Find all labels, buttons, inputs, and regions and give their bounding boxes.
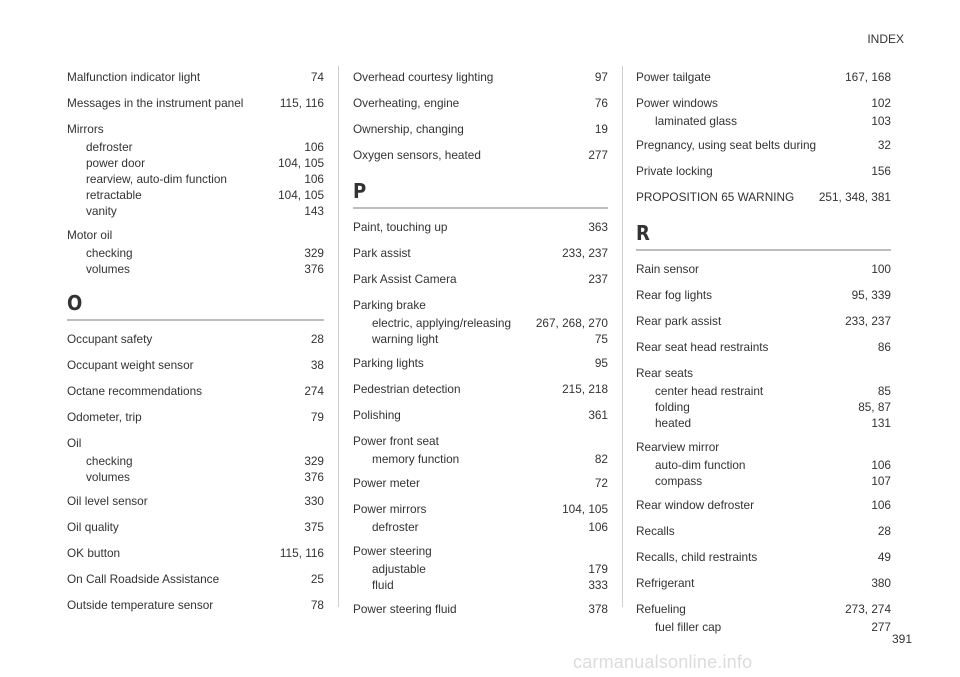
entry-pages: 25: [310, 572, 324, 586]
index-entry-row: [636, 549, 891, 567]
index-column-1: [67, 69, 324, 623]
index-entry: [636, 601, 891, 635]
index-entry-row: [67, 571, 324, 589]
entry-term: Park assist: [353, 246, 411, 260]
entry-term: Power tailgate: [636, 70, 711, 84]
index-entry: [636, 163, 891, 181]
index-entry: [353, 95, 608, 113]
subentry-pages: 277: [871, 620, 891, 634]
subentry-term: heated: [655, 416, 692, 430]
index-entry: [67, 519, 324, 537]
entry-term: Recalls, child restraints: [636, 550, 758, 564]
index-entry-row: [353, 121, 608, 139]
index-entry: [636, 261, 891, 279]
entry-term: On Call Roadside Assistance: [67, 572, 220, 586]
index-entry-row: [636, 439, 891, 457]
entry-term: Park Assist Camera: [353, 272, 457, 286]
entry-term: Polishing: [353, 408, 401, 422]
index-entry-row: [636, 69, 891, 87]
entry-term: Octane recommendations: [67, 384, 203, 398]
entry-term: Occupant weight sensor: [67, 358, 194, 372]
index-entry: [67, 383, 324, 401]
subentry-term: electric, applying/releasing: [372, 316, 512, 330]
entry-pages: 78: [310, 598, 324, 612]
watermark: carmanualsonline.info: [573, 652, 753, 672]
index-entry: [353, 475, 608, 493]
entry-pages: 76: [594, 96, 608, 110]
entry-pages: 237: [588, 272, 608, 286]
index-entry-row: [353, 219, 608, 237]
entry-pages: 32: [877, 138, 891, 152]
subentry-term: warning light: [372, 332, 439, 346]
index-entry: [67, 493, 324, 511]
subentry-pages: 75: [594, 332, 608, 346]
index-entry-row: [636, 287, 891, 305]
index-entry: [636, 69, 891, 87]
page-number: 391: [891, 632, 912, 646]
entry-term: Occupant safety: [67, 332, 153, 346]
index-subentry-row: [67, 245, 324, 261]
entry-pages: 251, 348, 381: [818, 190, 891, 204]
index-entry-row: [353, 407, 608, 425]
index-entry: [353, 69, 608, 87]
index-entry: [67, 571, 324, 589]
index-entry-row: [636, 137, 891, 155]
entry-term: Messages in the instrument panel: [67, 96, 244, 110]
subentry-term: folding: [655, 400, 690, 414]
subentry-term: checking: [86, 454, 133, 468]
entry-pages: 156: [871, 164, 891, 178]
section-letter: R: [636, 221, 650, 245]
section-divider: [67, 319, 324, 321]
index-entry-row: [353, 95, 608, 113]
entry-pages: 74: [310, 70, 324, 84]
index-subentry-row: [636, 113, 891, 129]
index-entry-row: [636, 523, 891, 541]
index-entry-row: [67, 69, 324, 87]
index-entry-row: [67, 121, 324, 139]
entry-pages: 115, 116: [279, 96, 324, 110]
entry-term: Malfunction indicator light: [67, 70, 201, 84]
entry-pages: 167, 168: [845, 70, 891, 84]
index-subentry-row: [67, 453, 324, 469]
index-entry: [67, 409, 324, 427]
index-entry: [353, 271, 608, 289]
index-entry-row: [67, 519, 324, 537]
entry-pages: 363: [588, 220, 608, 234]
section-divider: [636, 249, 891, 251]
entry-pages: 72: [594, 476, 608, 490]
entry-term: Refueling: [636, 602, 686, 616]
index-entry-row: [353, 355, 608, 373]
entry-term: Oil level sensor: [67, 494, 148, 508]
index-entry: [353, 501, 608, 535]
entry-pages: 378: [588, 602, 608, 616]
subentry-term: volumes: [86, 470, 130, 484]
subentry-pages: 103: [871, 114, 891, 128]
index-entry-row: [353, 297, 608, 315]
entry-pages: 233, 237: [845, 314, 891, 328]
entry-term: Rear fog lights: [636, 288, 713, 302]
subentry-term: adjustable: [372, 562, 426, 576]
index-entry: [353, 601, 608, 619]
section-letter: P: [353, 179, 367, 203]
entry-term: Mirrors: [67, 122, 104, 136]
entry-pages: 28: [877, 524, 891, 538]
index-entry-row: [636, 339, 891, 357]
index-entry: [67, 597, 324, 615]
subentry-term: defroster: [372, 520, 419, 534]
entry-term: Refrigerant: [636, 576, 695, 590]
entry-pages: 19: [594, 122, 608, 136]
index-entry: [636, 313, 891, 331]
index-entry: [636, 189, 891, 207]
subentry-term: retractable: [86, 188, 142, 202]
index-subentry-row: [353, 561, 608, 577]
subentry-pages: 85: [877, 384, 891, 398]
entry-term: Parking lights: [353, 356, 424, 370]
index-entry: [67, 121, 324, 219]
index-entry: [636, 575, 891, 593]
entry-term: Outside temperature sensor: [67, 598, 214, 612]
index-entry: [636, 497, 891, 515]
subentry-term: laminated glass: [655, 114, 737, 128]
index-subentry-row: [636, 619, 891, 635]
subentry-term: power door: [86, 156, 146, 170]
index-entry-row: [353, 381, 608, 399]
subentry-pages: 131: [871, 416, 891, 430]
entry-pages: 330: [304, 494, 324, 508]
subentry-pages: 106: [588, 520, 608, 534]
index-entry: [636, 137, 891, 155]
index-subentry-row: [636, 415, 891, 431]
entry-term: Oxygen sensors, heated: [353, 148, 481, 162]
subentry-term: memory function: [372, 452, 460, 466]
index-subentry-row: [67, 155, 324, 171]
entry-term: Private locking: [636, 164, 713, 178]
entry-term: OK button: [67, 546, 121, 560]
subentry-pages: 329: [304, 454, 324, 468]
index-entry-row: [353, 543, 608, 561]
index-entry: [636, 365, 891, 431]
index-entry: [353, 297, 608, 347]
index-subentry-row: [353, 331, 608, 347]
subentry-term: compass: [655, 474, 703, 488]
subentry-pages: 104, 105: [278, 156, 324, 170]
index-entry: [353, 245, 608, 263]
index-entry-row: [67, 383, 324, 401]
subentry-pages: 179: [588, 562, 608, 576]
entry-term: Power windows: [636, 96, 718, 110]
index-entry-row: [353, 601, 608, 619]
subentry-pages: 376: [304, 262, 324, 276]
index-entry: [353, 355, 608, 373]
page-header-section: INDEX: [867, 32, 904, 46]
index-entry: [353, 407, 608, 425]
entry-pages: 375: [304, 520, 324, 534]
index-entry: [67, 435, 324, 485]
subentry-term: checking: [86, 246, 133, 260]
index-entry-row: [636, 365, 891, 383]
entry-term: Rain sensor: [636, 262, 699, 276]
index-entry-row: [67, 95, 324, 113]
index-entry-row: [67, 597, 324, 615]
entry-pages: 100: [871, 262, 891, 276]
index-entry: [67, 227, 324, 277]
index-entry-row: [67, 435, 324, 453]
index-subentry-row: [67, 261, 324, 277]
entry-term: PROPOSITION 65 WARNING: [636, 190, 795, 204]
subentry-pages: 329: [304, 246, 324, 260]
entry-term: Power steering: [353, 544, 432, 558]
entry-term: Pregnancy, using seat belts during: [636, 138, 817, 152]
index-entry-row: [67, 493, 324, 511]
index-entry-row: [353, 245, 608, 263]
index-entry-row: [636, 497, 891, 515]
index-entry: [67, 545, 324, 563]
entry-term: Rear seats: [636, 366, 694, 380]
index-entry-row: [353, 475, 608, 493]
entry-term: Parking brake: [353, 298, 426, 312]
subentry-pages: 106: [871, 458, 891, 472]
entry-pages: 215, 218: [562, 382, 608, 396]
entry-pages: 273, 274: [845, 602, 891, 616]
index-subentry-row: [67, 187, 324, 203]
index-entry-row: [636, 601, 891, 619]
index-entry: [67, 331, 324, 349]
entry-term: Power meter: [353, 476, 420, 490]
index-entry: [67, 69, 324, 87]
subentry-pages: 143: [304, 204, 324, 218]
subentry-term: auto-dim function: [655, 458, 746, 472]
entry-term: Paint, touching up: [353, 220, 448, 234]
entry-term: Recalls: [636, 524, 675, 538]
entry-pages: 86: [877, 340, 891, 354]
index-entry: [636, 523, 891, 541]
subentry-term: defroster: [86, 140, 133, 154]
column-divider: [338, 66, 339, 607]
entry-term: Ownership, changing: [353, 122, 464, 136]
entry-term: Rear seat head restraints: [636, 340, 769, 354]
index-subentry-row: [636, 383, 891, 399]
entry-term: Rear window defroster: [636, 498, 755, 512]
index-entry: [353, 219, 608, 237]
index-entry-row: [636, 575, 891, 593]
subentry-pages: 107: [871, 474, 891, 488]
entry-pages: 233, 237: [562, 246, 608, 260]
index-subentry-row: [67, 139, 324, 155]
entry-pages: 104, 105: [562, 502, 608, 516]
entry-term: Rear park assist: [636, 314, 722, 328]
subentry-pages: 333: [588, 578, 608, 592]
index-entry: [67, 95, 324, 113]
index-entry: [353, 121, 608, 139]
entry-term: Overhead courtesy lighting: [353, 70, 494, 84]
index-entry-row: [67, 227, 324, 245]
subentry-pages: 267, 268, 270: [535, 316, 608, 330]
index-subentry-row: [353, 315, 608, 331]
entry-pages: 361: [588, 408, 608, 422]
subentry-pages: 82: [594, 452, 608, 466]
index-entry-row: [67, 331, 324, 349]
entry-term: Pedestrian detection: [353, 382, 461, 396]
index-entry-row: [636, 313, 891, 331]
entry-term: Overheating, engine: [353, 96, 460, 110]
index-entry: [636, 549, 891, 567]
index-subentry-row: [67, 171, 324, 187]
entry-term: Oil: [67, 436, 82, 450]
index-entry-row: [353, 433, 608, 451]
entry-term: Oil quality: [67, 520, 119, 534]
index-subentry-row: [67, 203, 324, 219]
index-subentry-row: [353, 577, 608, 593]
index-entry: [636, 439, 891, 489]
index-entry: [353, 147, 608, 165]
subentry-term: fluid: [372, 578, 394, 592]
subentry-pages: 106: [304, 172, 324, 186]
index-entry-row: [353, 147, 608, 165]
entry-term: Motor oil: [67, 228, 113, 242]
entry-pages: 106: [871, 498, 891, 512]
index-entry: [636, 95, 891, 129]
section-divider: [353, 207, 608, 209]
index-entry-row: [636, 189, 891, 207]
entry-pages: 79: [310, 410, 324, 424]
entry-pages: 115, 116: [279, 546, 324, 560]
entry-pages: 95: [594, 356, 608, 370]
entry-pages: 274: [304, 384, 324, 398]
entry-term: Odometer, trip: [67, 410, 142, 424]
subentry-term: center head restraint: [655, 384, 764, 398]
index-entry-row: [636, 261, 891, 279]
entry-term: Rearview mirror: [636, 440, 720, 454]
entry-pages: 277: [588, 148, 608, 162]
entry-pages: 28: [310, 332, 324, 346]
entry-term: Power front seat: [353, 434, 439, 448]
entry-pages: 102: [871, 96, 891, 110]
entry-pages: 95, 339: [851, 288, 891, 302]
entry-pages: 97: [594, 70, 608, 84]
index-subentry-row: [353, 519, 608, 535]
subentry-term: volumes: [86, 262, 130, 276]
entry-pages: 380: [871, 576, 891, 590]
index-entry-row: [353, 271, 608, 289]
section-letter: O: [67, 291, 83, 315]
index-entry-row: [67, 409, 324, 427]
column-divider: [622, 66, 623, 607]
index-entry-row: [636, 163, 891, 181]
entry-term: Power mirrors: [353, 502, 427, 516]
subentry-term: rearview, auto-dim function: [86, 172, 227, 186]
subentry-pages: 376: [304, 470, 324, 484]
subentry-pages: 106: [304, 140, 324, 154]
index-entry-row: [353, 501, 608, 519]
index-subentry-row: [636, 399, 891, 415]
entry-pages: 49: [877, 550, 891, 564]
index-entry: [353, 381, 608, 399]
index-entry: [353, 433, 608, 467]
index-subentry-row: [636, 457, 891, 473]
index-column-3: [636, 69, 891, 643]
subentry-pages: 85, 87: [858, 400, 891, 414]
subentry-term: fuel filler cap: [655, 620, 722, 634]
index-entry-row: [353, 69, 608, 87]
index-subentry-row: [353, 451, 608, 467]
entry-pages: 38: [310, 358, 324, 372]
index-entry: [67, 357, 324, 375]
index-entry-row: [67, 545, 324, 563]
index-subentry-row: [67, 469, 324, 485]
index-entry: [636, 287, 891, 305]
entry-term: Power steering fluid: [353, 602, 457, 616]
index-subentry-row: [636, 473, 891, 489]
index-entry-row: [636, 95, 891, 113]
subentry-term: vanity: [86, 204, 117, 218]
index-entry: [353, 543, 608, 593]
index-column-2: [353, 69, 608, 627]
index-entry: [636, 339, 891, 357]
subentry-pages: 104, 105: [278, 188, 324, 202]
index-entry-row: [67, 357, 324, 375]
